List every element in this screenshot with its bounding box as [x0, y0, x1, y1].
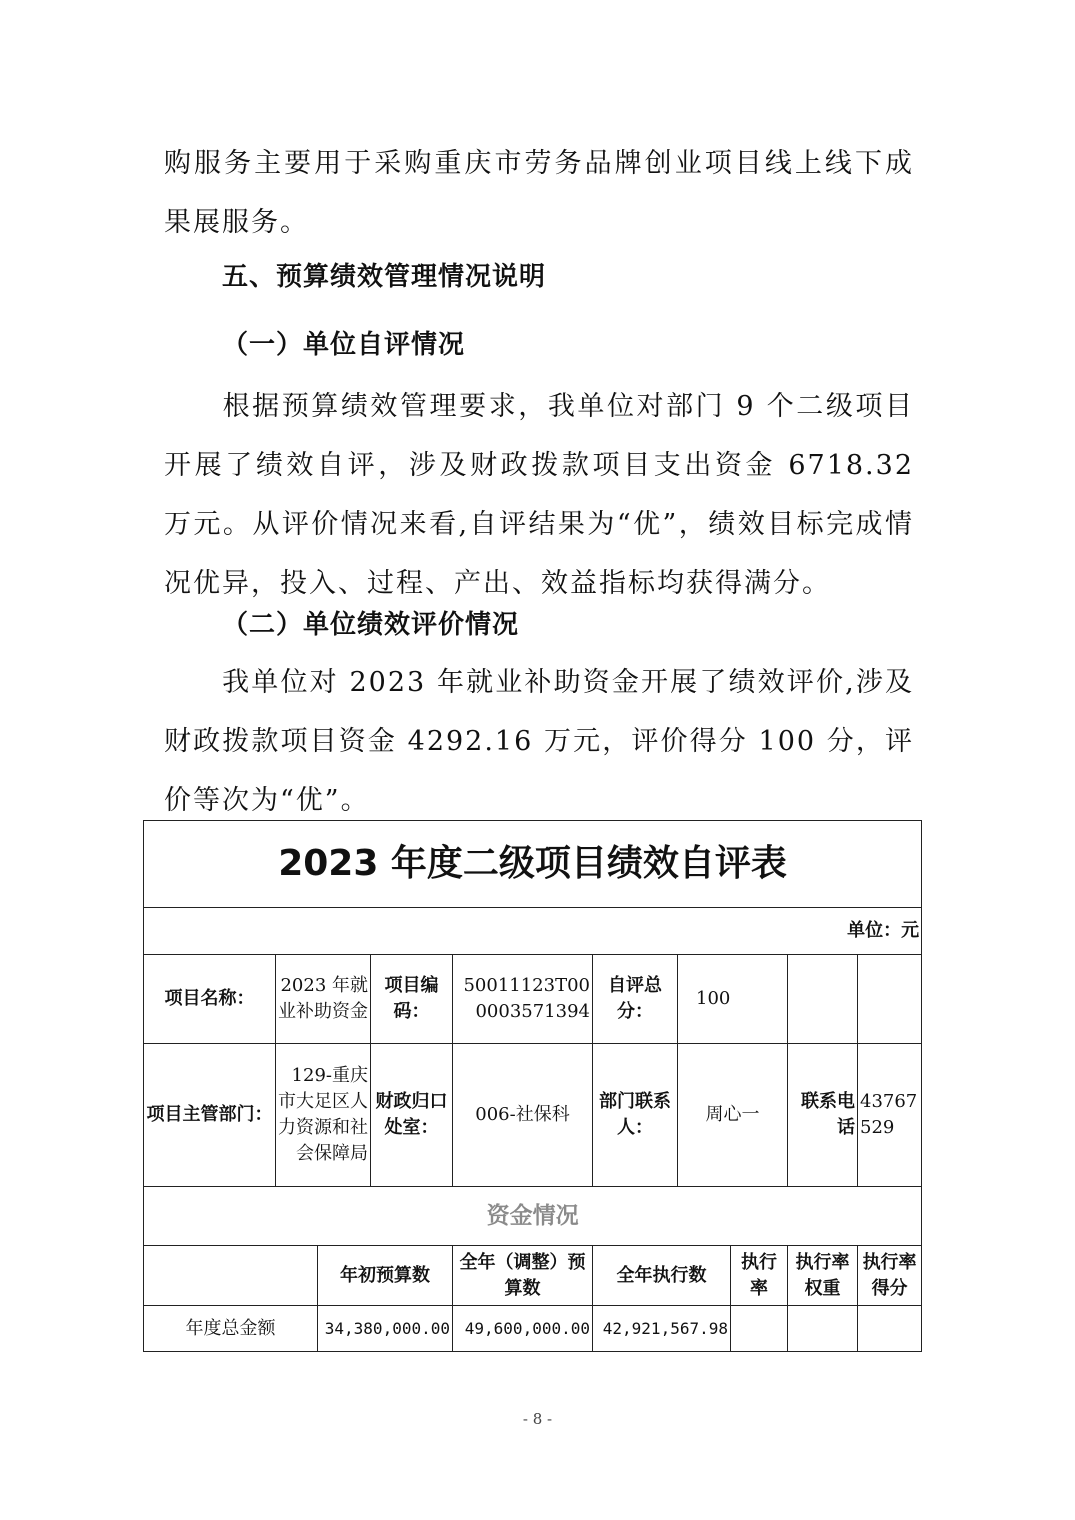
project-name-value: 2023 年就业补助资金 [276, 955, 371, 1044]
header-execution-rate: 执行率 [731, 1246, 788, 1306]
section-heading-performance: 五、预算绩效管理情况说明 [222, 262, 547, 292]
finance-office-value: 006-社保科 [453, 1044, 593, 1187]
total-initial-budget: 34,380,000.00 [318, 1306, 453, 1352]
paragraph-unit-evaluation-text: 我单位对 2023 年就业补助资金开展了绩效评价,涉及财政拨款项目资金 4292.16 万元，评价得分 100 分，评价等次为“优”。 [164, 667, 914, 816]
empty-cell [788, 955, 858, 1044]
dept-value: 129-重庆市大足区人力资源和社会保障局 [276, 1044, 371, 1187]
total-row-label: 年度总金额 [144, 1306, 318, 1352]
self-score-label: 自评总分： [593, 955, 678, 1044]
phone-label: 联系电话 [788, 1044, 858, 1187]
contact-label: 部门联系人： [593, 1044, 678, 1187]
dept-label: 项目主管部门： [144, 1044, 276, 1187]
subheading-unit-evaluation: （二）单位绩效评价情况 [222, 610, 520, 640]
project-code-value: 50011123T000003571394 [453, 955, 593, 1044]
header-execution-score: 执行率得分 [858, 1246, 922, 1306]
table-title: 2023 年度二级项目绩效自评表 [144, 821, 922, 908]
header-actual-execution: 全年执行数 [593, 1246, 731, 1306]
phone-value: 43767529 [858, 1044, 922, 1187]
header-execution-weight: 执行率权重 [788, 1246, 858, 1306]
subheading-self-evaluation: （一）单位自评情况 [222, 330, 466, 360]
total-actual-execution: 42,921,567.98 [593, 1306, 731, 1352]
empty-cell [731, 1306, 788, 1352]
empty-cell [858, 1306, 922, 1352]
contact-value: 周心一 [678, 1044, 788, 1187]
header-adjusted-budget: 全年（调整）预算数 [453, 1246, 593, 1306]
project-name-label: 项目名称： [144, 955, 276, 1044]
page-number: - 8 - [522, 1410, 553, 1428]
empty-cell [858, 955, 922, 1044]
paragraph-procurement-tail: 购服务主要用于采购重庆市劳务品牌创业项目线上线下成果展服务。 [164, 148, 914, 238]
empty-header-cell [144, 1246, 318, 1306]
paragraph-unit-evaluation [164, 653, 914, 830]
finance-office-label: 财政归口处室： [371, 1044, 453, 1187]
project-code-label: 项目编码： [371, 955, 453, 1044]
empty-cell [788, 1306, 858, 1352]
total-adjusted-budget: 49,600,000.00 [453, 1306, 593, 1352]
paragraph-self-evaluation-text: 根据预算绩效管理要求，我单位对部门 9 个二级项目开展了绩效自评，涉及财政拨款项目支出资金 6718.32 万元。从评价情况来看,自评结果为“优”，绩效目标完成情况优异，投入、过程、产出、效益指标均获得满分。 [164, 391, 914, 599]
table-unit: 单位：元 [144, 908, 922, 955]
self-score-value: 100 [678, 955, 788, 1044]
funds-section-heading: 资金情况 [144, 1187, 922, 1246]
self-evaluation-table [143, 820, 922, 1352]
header-initial-budget: 年初预算数 [318, 1246, 453, 1306]
paragraph-self-evaluation [164, 377, 914, 613]
